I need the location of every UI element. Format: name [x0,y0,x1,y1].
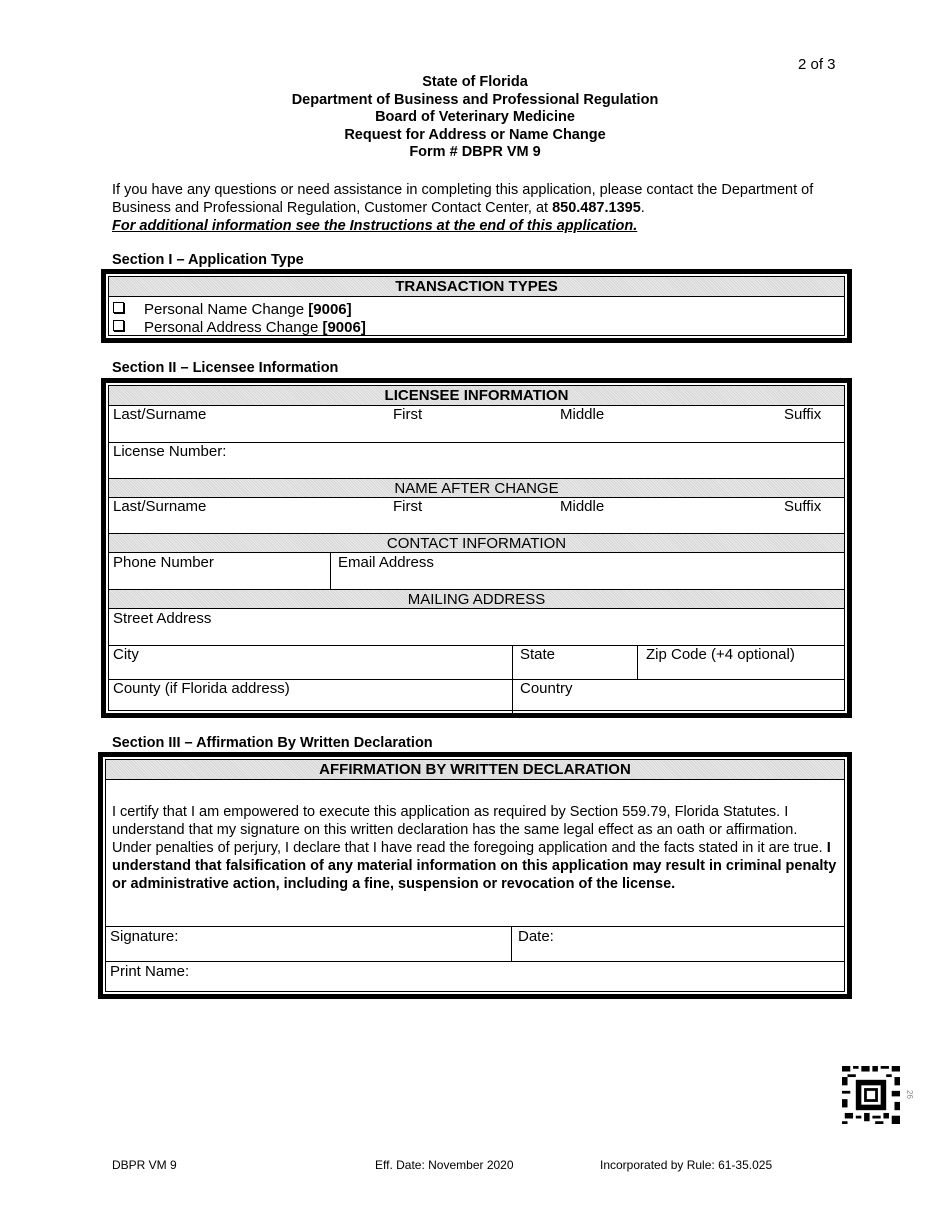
header-department: Department of Business and Professional Regulation [291,91,659,108]
option-code: [9006] [308,301,352,318]
option-label: Personal Address Change [144,319,323,336]
street-address-field[interactable]: Street Address [113,610,212,627]
country-field[interactable]: Country [520,680,573,697]
section-2-title: Section II – Licensee Information [112,360,339,376]
divider [330,553,331,589]
page-number: 2 of 3 [798,56,836,73]
instructions-note: For additional information see the Instructions at the end of this application. [112,218,638,234]
transaction-types-header: TRANSACTION TYPES [109,277,844,297]
contact-phone: 850.487.1395 [552,200,641,216]
name-after-change-header: NAME AFTER CHANGE [109,479,844,498]
option-address-change[interactable] [113,319,366,336]
signature-field[interactable]: Signature: [110,928,179,945]
date-field[interactable]: Date: [518,928,554,945]
divider [637,645,638,679]
new-middle-name-field[interactable]: Middle [560,498,605,515]
new-last-name-field[interactable]: Last/Surname [113,498,207,515]
license-number-field[interactable]: License Number: [113,443,227,460]
contact-information-header: CONTACT INFORMATION [109,534,844,553]
zip-code-field[interactable]: Zip Code (+4 optional) [646,646,795,663]
licensee-information-box [101,378,852,718]
footer-rule: Incorporated by Rule: 61-35.025 [600,1158,773,1172]
affirmation-box [98,752,852,999]
intro-period: . [640,200,645,216]
affirmation-statement: I certify that I am empowered to execute this application as required by Section 559.79, Florida Statutes. I understand that my signature on this written declaration has the same legal effect as an oath or affirmation. Under penalties of perjury, I declare that I have read the foregoing application and the facts stated in it are true. [112,804,827,856]
section-1-title: Section I – Application Type [112,252,304,268]
footer-form-number: DBPR VM 9 [112,1158,177,1172]
divider [511,926,512,961]
state-field[interactable]: State [520,646,556,663]
footer-effective-date: Eff. Date: November 2020 [375,1158,514,1172]
affirmation-header: AFFIRMATION BY WRITTEN DECLARATION [106,760,844,780]
first-name-field[interactable]: First [393,406,423,423]
email-address-field[interactable]: Email Address [338,554,434,571]
qr-number: 26 [904,1090,914,1099]
checkbox-icon[interactable] [113,302,124,313]
affirmation-text [112,803,838,893]
option-name-change[interactable] [113,301,352,318]
intro-paragraph [112,181,852,235]
middle-name-field[interactable]: Middle [560,406,605,423]
header-title: Request for Address or Name Change [344,126,606,143]
new-suffix-field[interactable]: Suffix [784,498,822,515]
suffix-field[interactable]: Suffix [784,406,822,423]
intro-text: If you have any questions or need assistance in completing this application, please contact the Department of Business and Professional Regulation, Customer Contact Center, at [112,182,814,216]
new-first-name-field[interactable]: First [393,498,423,515]
phone-number-field[interactable]: Phone Number [113,554,214,571]
header-state: State of Florida [422,74,528,90]
print-name-field[interactable]: Print Name: [110,963,190,980]
transaction-types-box [101,269,852,343]
header-form-number: Form # DBPR VM 9 [409,144,541,160]
option-code: [9006] [322,319,366,336]
last-name-field[interactable]: Last/Surname [113,406,207,423]
qr-code [842,1066,900,1124]
checkbox-icon[interactable] [113,320,124,331]
city-field[interactable]: City [113,646,139,663]
header-board: Board of Veterinary Medicine [375,109,575,125]
divider [106,961,844,962]
form-header [0,74,950,162]
divider [106,926,844,927]
option-label: Personal Name Change [144,301,309,318]
licensee-information-header: LICENSEE INFORMATION [109,386,844,406]
mailing-address-header: MAILING ADDRESS [109,590,844,609]
county-field[interactable]: County (if Florida address) [113,680,290,697]
section-3-title: Section III – Affirmation By Written Declaration [112,735,433,751]
affirmation-warning: I understand that falsification of any material information on this application may result in criminal penalty or administrative action, including a fine, suspension or revocation of the license. [112,840,837,892]
